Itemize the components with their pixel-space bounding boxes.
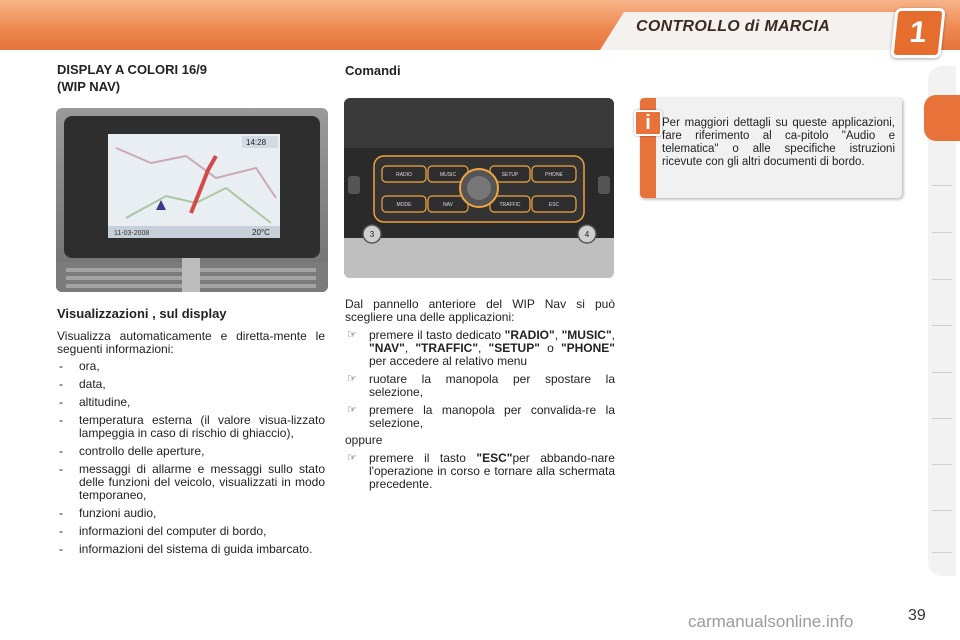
knob-left-label: 3 [369, 230, 375, 239]
text-fragment: o [539, 341, 561, 355]
title-line: (WIP NAV) [57, 79, 121, 94]
text-fragment: premere il tasto dedicato [369, 328, 505, 342]
text-fragment: per accedere al relativo menu [369, 354, 528, 368]
info-note-text: Per maggiori dettagli su queste applicazioni, fare riferimento al ca-pitolo "Audio e telematica" o alle specifiche istruzioni ricevute con gli altri documenti di bordo. [662, 117, 895, 168]
info-list [57, 360, 325, 556]
key-music: "MUSIC" [561, 328, 612, 342]
strip-divider [932, 552, 952, 553]
chapter-number-badge: 1 [890, 8, 945, 58]
button-mode-label: MODE [396, 202, 412, 208]
section-title-display [57, 61, 207, 95]
instruction-rotate-knob [345, 373, 615, 399]
strip-divider [932, 279, 952, 280]
screen-date: 11-03-2008 [114, 230, 150, 237]
strip-divider [932, 418, 952, 419]
screen-temperature: 20°C [252, 228, 270, 237]
list-item: - temperatura esterna (il valore visua-lizzato lampeggia in caso di rischio di ghiaccio), [57, 414, 325, 440]
instruction-press-esc [345, 452, 615, 491]
control-panel-photo [344, 98, 614, 278]
title-line: DISPLAY A COLORI 16/9 [57, 62, 208, 77]
knob-right-label: 4 [584, 230, 590, 239]
chapter-index-active-tab[interactable] [924, 95, 960, 141]
instruction-press-button [345, 329, 615, 368]
button-esc-label: ESC [548, 202, 560, 208]
button-traffic-label: TRAFFIC [499, 202, 521, 208]
display-photo [56, 108, 328, 292]
controls-intro: Dal pannello anteriore del WIP Nav si può scegliere una delle applicazioni: [345, 297, 615, 324]
list-item: - altitudine, [57, 396, 325, 409]
strip-divider [932, 464, 952, 465]
text-fragment: per abbando-nare l'operazione in corso e tornare alla schermata precedente. [369, 451, 615, 491]
chapter-index-strip [928, 66, 956, 576]
key-setup: "SETUP" [488, 341, 540, 355]
info-icon: i [634, 110, 662, 136]
instruction-press-knob [345, 404, 615, 430]
list-item: - funzioni audio, [57, 507, 325, 520]
key-nav: "NAV" [369, 341, 405, 355]
strip-divider [932, 232, 952, 233]
pointing-hand-icon: ☞ [347, 373, 357, 385]
text-fragment: , [611, 328, 615, 342]
display-illustration [56, 108, 328, 292]
pointing-hand-icon: ☞ [347, 404, 357, 416]
middle-text-block [345, 298, 615, 491]
key-esc: "ESC" [476, 451, 513, 465]
section-subtitle-display: Visualizzazioni , sul display [57, 306, 227, 321]
list-item: - informazioni del computer di bordo, [57, 525, 325, 538]
text-fragment: , [554, 328, 562, 342]
list-item: - ora, [57, 360, 325, 373]
pointing-hand-icon: ☞ [347, 452, 357, 464]
watermark: carmanualsonline.info [688, 612, 854, 631]
list-item: - data, [57, 378, 325, 391]
button-phone-label: PHONE [545, 172, 563, 178]
chapter-title: CONTROLLO di MARCIA [636, 18, 831, 35]
button-setup-label: SETUP [501, 172, 519, 178]
pointing-hand-icon: ☞ [347, 329, 357, 341]
oppure-label: oppure [345, 433, 383, 447]
button-radio-label: RADIO [396, 172, 412, 178]
text-fragment: premere la manopola per convalida-re la selezione, [369, 403, 615, 430]
text-fragment: , [478, 341, 489, 355]
strip-divider [932, 510, 952, 511]
button-nav-label: NAV [443, 202, 453, 208]
page-number: 39 [908, 607, 926, 624]
strip-divider [932, 325, 952, 326]
list-item: - messaggi di allarme e messaggi sullo stato delle funzioni del veicolo, visualizzati in modo temporaneo, [57, 463, 325, 502]
section-title-controls: Comandi [345, 63, 401, 78]
control-panel-illustration [344, 98, 614, 278]
left-text-block [57, 330, 325, 561]
strip-divider [932, 185, 952, 186]
text-fragment: premere il tasto [369, 451, 477, 465]
key-phone: "PHONE" [560, 341, 615, 355]
intro-paragraph: Visualizza automaticamente e diretta-mente le seguenti informazioni: [57, 329, 325, 356]
screen-clock: 14:28 [246, 138, 267, 147]
button-music-label: MUSIC [439, 172, 457, 178]
list-item: - controllo delle aperture, [57, 445, 325, 458]
key-radio: "RADIO" [504, 328, 555, 342]
text-fragment: , [404, 341, 416, 355]
text-fragment: ruotare la manopola per spostare la selezione, [369, 372, 615, 399]
list-item: - informazioni del sistema di guida imbarcato. [57, 543, 325, 556]
strip-divider [932, 372, 952, 373]
key-traffic: "TRAFFIC" [415, 341, 479, 355]
